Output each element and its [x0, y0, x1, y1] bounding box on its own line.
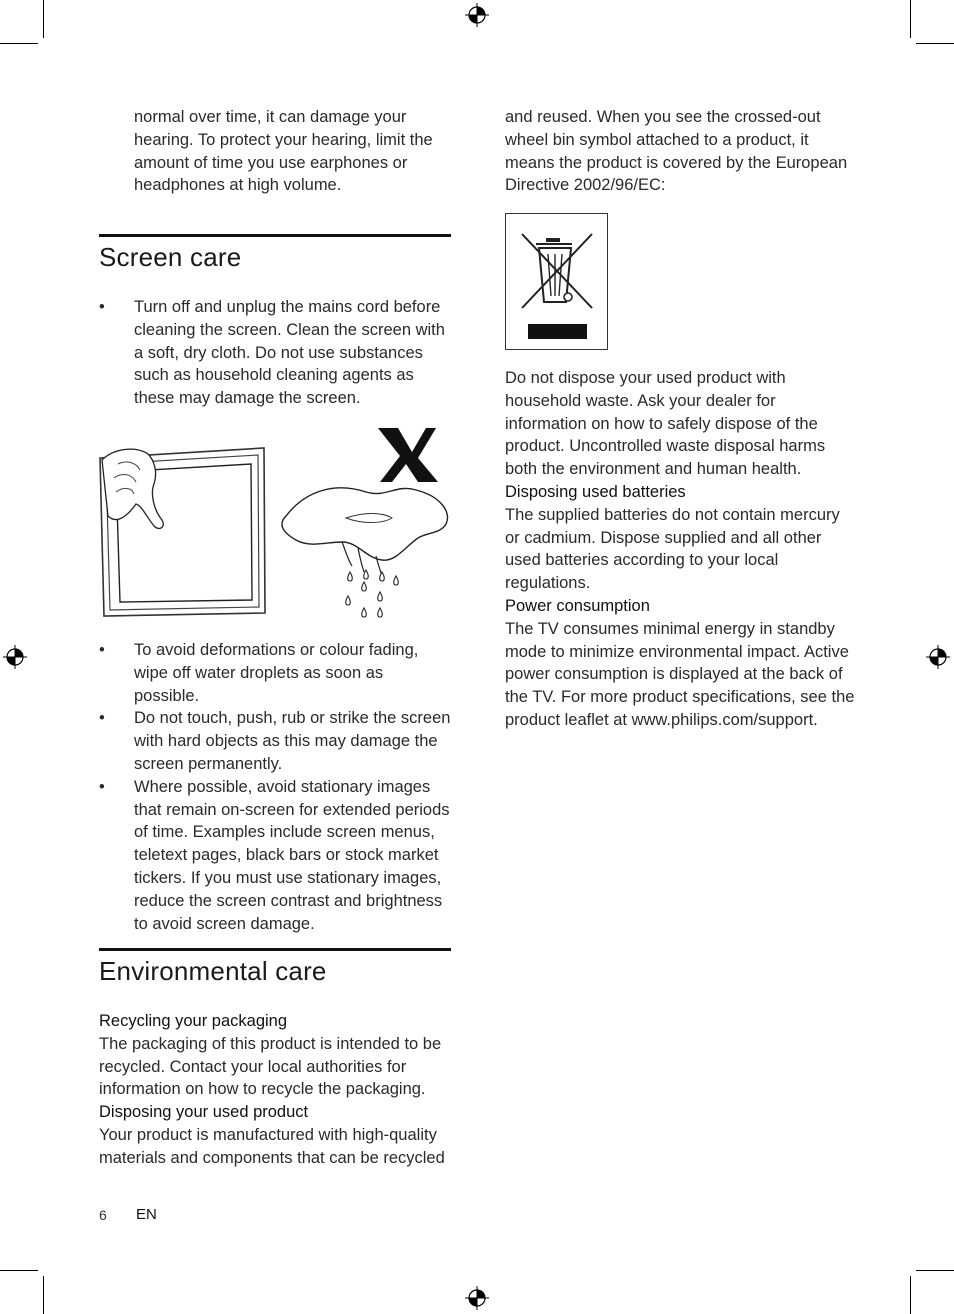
- page-number: 6: [99, 1207, 107, 1223]
- disposing-product-title: Disposing your used product: [99, 1103, 309, 1122]
- section-rule: [99, 234, 451, 237]
- right-column-body: [505, 367, 855, 732]
- environmental-care-body: [99, 1010, 451, 1170]
- bullet-marker: •: [99, 709, 105, 728]
- section-rule: [99, 948, 451, 951]
- list-item: • Do not touch, push, rub or strike the screen with hard objects as this may damage the screen permanently.: [99, 709, 451, 773]
- screen-cleaning-illustration: [96, 420, 456, 625]
- power-text: The TV consumes minimal energy in standby mode to minimize environmental impact. Active power consumption is displayed at the back of the TV. For more product specifications, see the product leaflet at www.philips.com/support.: [505, 619, 855, 729]
- power-title: Power consumption: [505, 596, 650, 615]
- language-code: EN: [136, 1206, 157, 1223]
- screen-care-list-top: [99, 296, 452, 410]
- registration-mark-icon: [465, 1286, 489, 1310]
- batteries-text: The supplied batteries do not contain mercury or cadmium. Dispose supplied and all other used batteries according to your local regulations.: [505, 505, 840, 593]
- registration-mark-icon: [926, 645, 950, 669]
- dispose-text: Do not dispose your used product with household waste. Ask your dealer for information on how to safely dispose of the product. Uncontrolled waste disposal harms both the environment and human health.: [505, 369, 826, 479]
- water-droplets-icon: [346, 570, 399, 617]
- recycling-title: Recycling your packaging: [99, 1012, 288, 1030]
- bullet-marker: •: [99, 777, 105, 796]
- list-item: • Where possible, avoid stationary images that remain on-screen for extended periods of time. Examples include screen menus, teletext pages, black bars or stock market tickers. If you must use stationary images, reduce the screen contrast and brightness to avoid screen damage.: [99, 777, 450, 933]
- batteries-title: Disposing used batteries: [505, 482, 686, 501]
- screen-care-list-bottom: [99, 639, 452, 935]
- wet-cloth-icon: [282, 488, 448, 576]
- intro-paragraph: normal over time, it can damage your hearing. To protect your hearing, limit the amount of time you use earphones or headphones at high volume.: [134, 108, 433, 195]
- continued-paragraph: and reused. When you see the crossed-out wheel bin symbol attached to a product, it means the product is covered by the European Directive 2002/96/EC:: [505, 108, 848, 195]
- screen-care-heading: Screen care: [99, 242, 242, 272]
- x-mark-icon: [378, 428, 438, 482]
- crossed-out-wheelie-bin-icon: [506, 214, 607, 349]
- list-item: • To avoid deformations or colour fading, wipe off water droplets as soon as possible.: [99, 641, 419, 705]
- bullet-marker: •: [99, 298, 105, 316]
- environmental-care-heading: Environmental care: [99, 956, 327, 986]
- registration-mark-icon: [3, 645, 27, 669]
- list-item: • Turn off and unplug the mains cord before cleaning the screen. Clean the screen with a soft, dry cloth. Do not use substances such as household cleaning agents as these may damage the screen.: [99, 298, 445, 408]
- weee-symbol-box: [505, 213, 608, 350]
- recycling-text: The packaging of this product is intended to be recycled. Contact your local authorities for information on how to recycle the packaging.: [99, 1034, 442, 1099]
- registration-mark-icon: [465, 3, 489, 27]
- bullet-marker: •: [99, 641, 105, 659]
- disposing-product-text: Your product is manufactured with high-quality materials and components that can be recycled: [99, 1125, 445, 1167]
